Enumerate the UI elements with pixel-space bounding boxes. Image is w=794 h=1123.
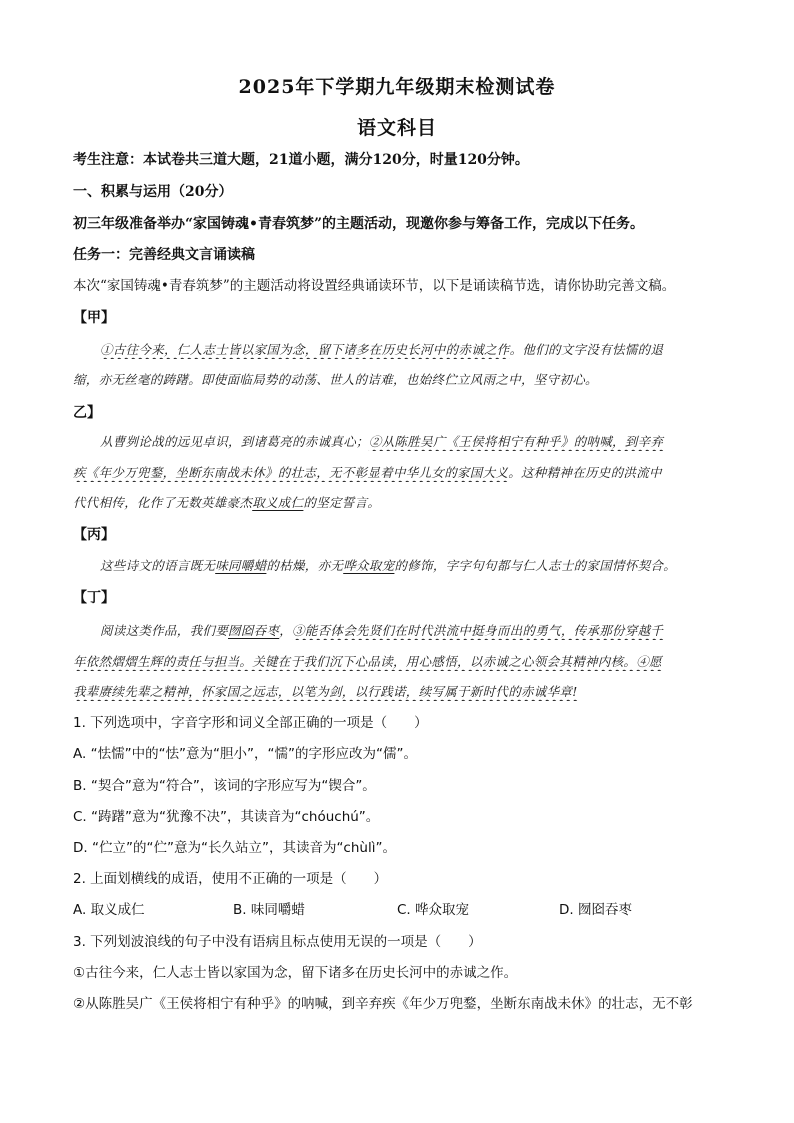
passage-text: 的修饰，字字句句都与仁人志士的家国情怀契合。 — [394, 558, 677, 573]
wavy-sentence-4: 我辈赓续先辈之精神，怀家国之远志，以笔为剑，以行践诺，续写属于新时代的赤诚华章! — [73, 684, 578, 699]
passage-text: 从曹刿论战的远见卓识，到诸葛亮的赤诚真心； — [100, 434, 369, 449]
passage-text: ， — [279, 623, 293, 638]
q2-options — [73, 901, 733, 919]
passage-jia-line: 缩，亦无丝毫的踌躇。即使面临局势的动荡、世人的诘难，也始终伫立风雨之中，坚守初心。 — [73, 372, 598, 387]
passage-yi-line — [73, 464, 733, 482]
passage-text: 的坚定誓言。 — [303, 495, 381, 510]
underlined-idiom: 哗众取宠 — [343, 558, 395, 573]
passage-text: 。这种精神在历史的洪流中 — [508, 465, 662, 480]
q1-option-a: A. “怯懦”中的“怯”意为“胆小”，“懦”的字形应改为“儒”。 — [73, 746, 418, 762]
q1-option-d: D. “伫立”的“伫”意为“长久站立”，其读音为“chùlì”。 — [73, 840, 396, 856]
q2-option-d: D. 囫囵吞枣 — [559, 902, 632, 918]
q2-option-a: A. 取义成仁 — [73, 902, 145, 918]
exam-notice: 考生注意：本试卷共三道大题，21道小题，满分120分，时量120分钟。 — [73, 152, 529, 168]
subject-title: 语文科目 — [356, 117, 437, 139]
q2-option-b: B. 味同嚼蜡 — [233, 902, 305, 918]
passage-label-yi: 乙】 — [73, 405, 101, 421]
passage-label-jia: 【甲】 — [73, 310, 115, 326]
wavy-sentence-1: ①古往今来，仁人志士皆以家国为念，留下诸多在历史长河中的赤诚之作 — [100, 342, 510, 357]
passage-text: 代代相传，化作了无数英雄豪杰 — [73, 495, 253, 510]
question-3: 3. 下列划波浪线的句子中没有语病且标点使用无误的一项是（ ） — [73, 934, 482, 950]
passage-text: 这些诗文的语言既无 — [100, 558, 216, 573]
passage-yi-line — [73, 494, 733, 512]
passage-bing-line — [100, 557, 734, 575]
task-description: 本次“家国铸魂•青春筑梦”的主题活动将设置经典诵读环节，以下是诵读稿节选，请你协助完善文稿。 — [73, 278, 676, 294]
underlined-idiom: 味同嚼蜡 — [215, 558, 267, 573]
passage-text: 的枯燥，亦无 — [266, 558, 344, 573]
underlined-idiom: 囫囵吞枣 — [228, 623, 280, 638]
question-1: 1. 下列选项中，字音字形和词义全部正确的一项是（ ） — [73, 715, 428, 731]
q3-sentence-2: ②从陈胜吴广《王侯将相宁有种乎》的呐喊，到辛弃疾《年少万兜鍪，坐断东南战未休》的壮志，无不彰 — [73, 996, 693, 1012]
task-heading: 任务一：完善经典文言诵读稿 — [73, 247, 255, 263]
q1-option-c: C. “踌躇”意为“犹豫不决”，其读音为“chóuchú”。 — [73, 809, 380, 825]
wavy-sentence-3-cont: 年依然熠熠生辉的责任与担当。关键在于我们沉下心品读，用心感悟，以赤诚之心领会其精神内核。④愿 — [73, 654, 662, 669]
wavy-sentence-2-cont: 疾《年少万兜鍪，坐断东南战未休》的壮志，无不彰显着中华儿女的家国大义 — [73, 465, 509, 480]
passage-ding-line — [100, 622, 734, 640]
section-intro: 初三年级准备举办“家国铸魂•青春筑梦”的主题活动，现邀你参与筹备工作，完成以下任务。 — [73, 216, 645, 232]
underlined-idiom: 取义成仁 — [252, 495, 304, 510]
section-heading: 一、积累与运用（20分） — [73, 184, 233, 200]
question-2: 2. 上面划横线的成语，使用不正确的一项是（ ） — [73, 871, 388, 887]
passage-yi-line — [100, 433, 734, 451]
q3-sentence-1: ①古往今来，仁人志士皆以家国为念，留下诸多在历史长河中的赤诚之作。 — [73, 965, 518, 981]
q2-option-c: C. 哗众取宠 — [397, 902, 470, 918]
passage-jia-line — [100, 341, 734, 359]
exam-title: 2025年下学期九年级期末检测试卷 — [238, 76, 556, 98]
wavy-sentence-2: ②从陈胜吴广《王侯将相宁有种乎》的呐喊，到辛弃 — [368, 434, 664, 449]
q1-option-b: B. “契合”意为“符合”，该词的字形应写为“锲合”。 — [73, 778, 376, 794]
passage-label-ding: 【丁】 — [73, 590, 115, 606]
passage-label-bing: 【丙】 — [73, 527, 115, 543]
wavy-sentence-3: ③能否体会先贤们在时代洪流中挺身而出的勇气，传承那份穿越千 — [292, 623, 664, 638]
passage-text: 阅读这类作品，我们要 — [100, 623, 229, 638]
passage-text: 。他们的文字没有怯懦的退 — [509, 342, 664, 357]
